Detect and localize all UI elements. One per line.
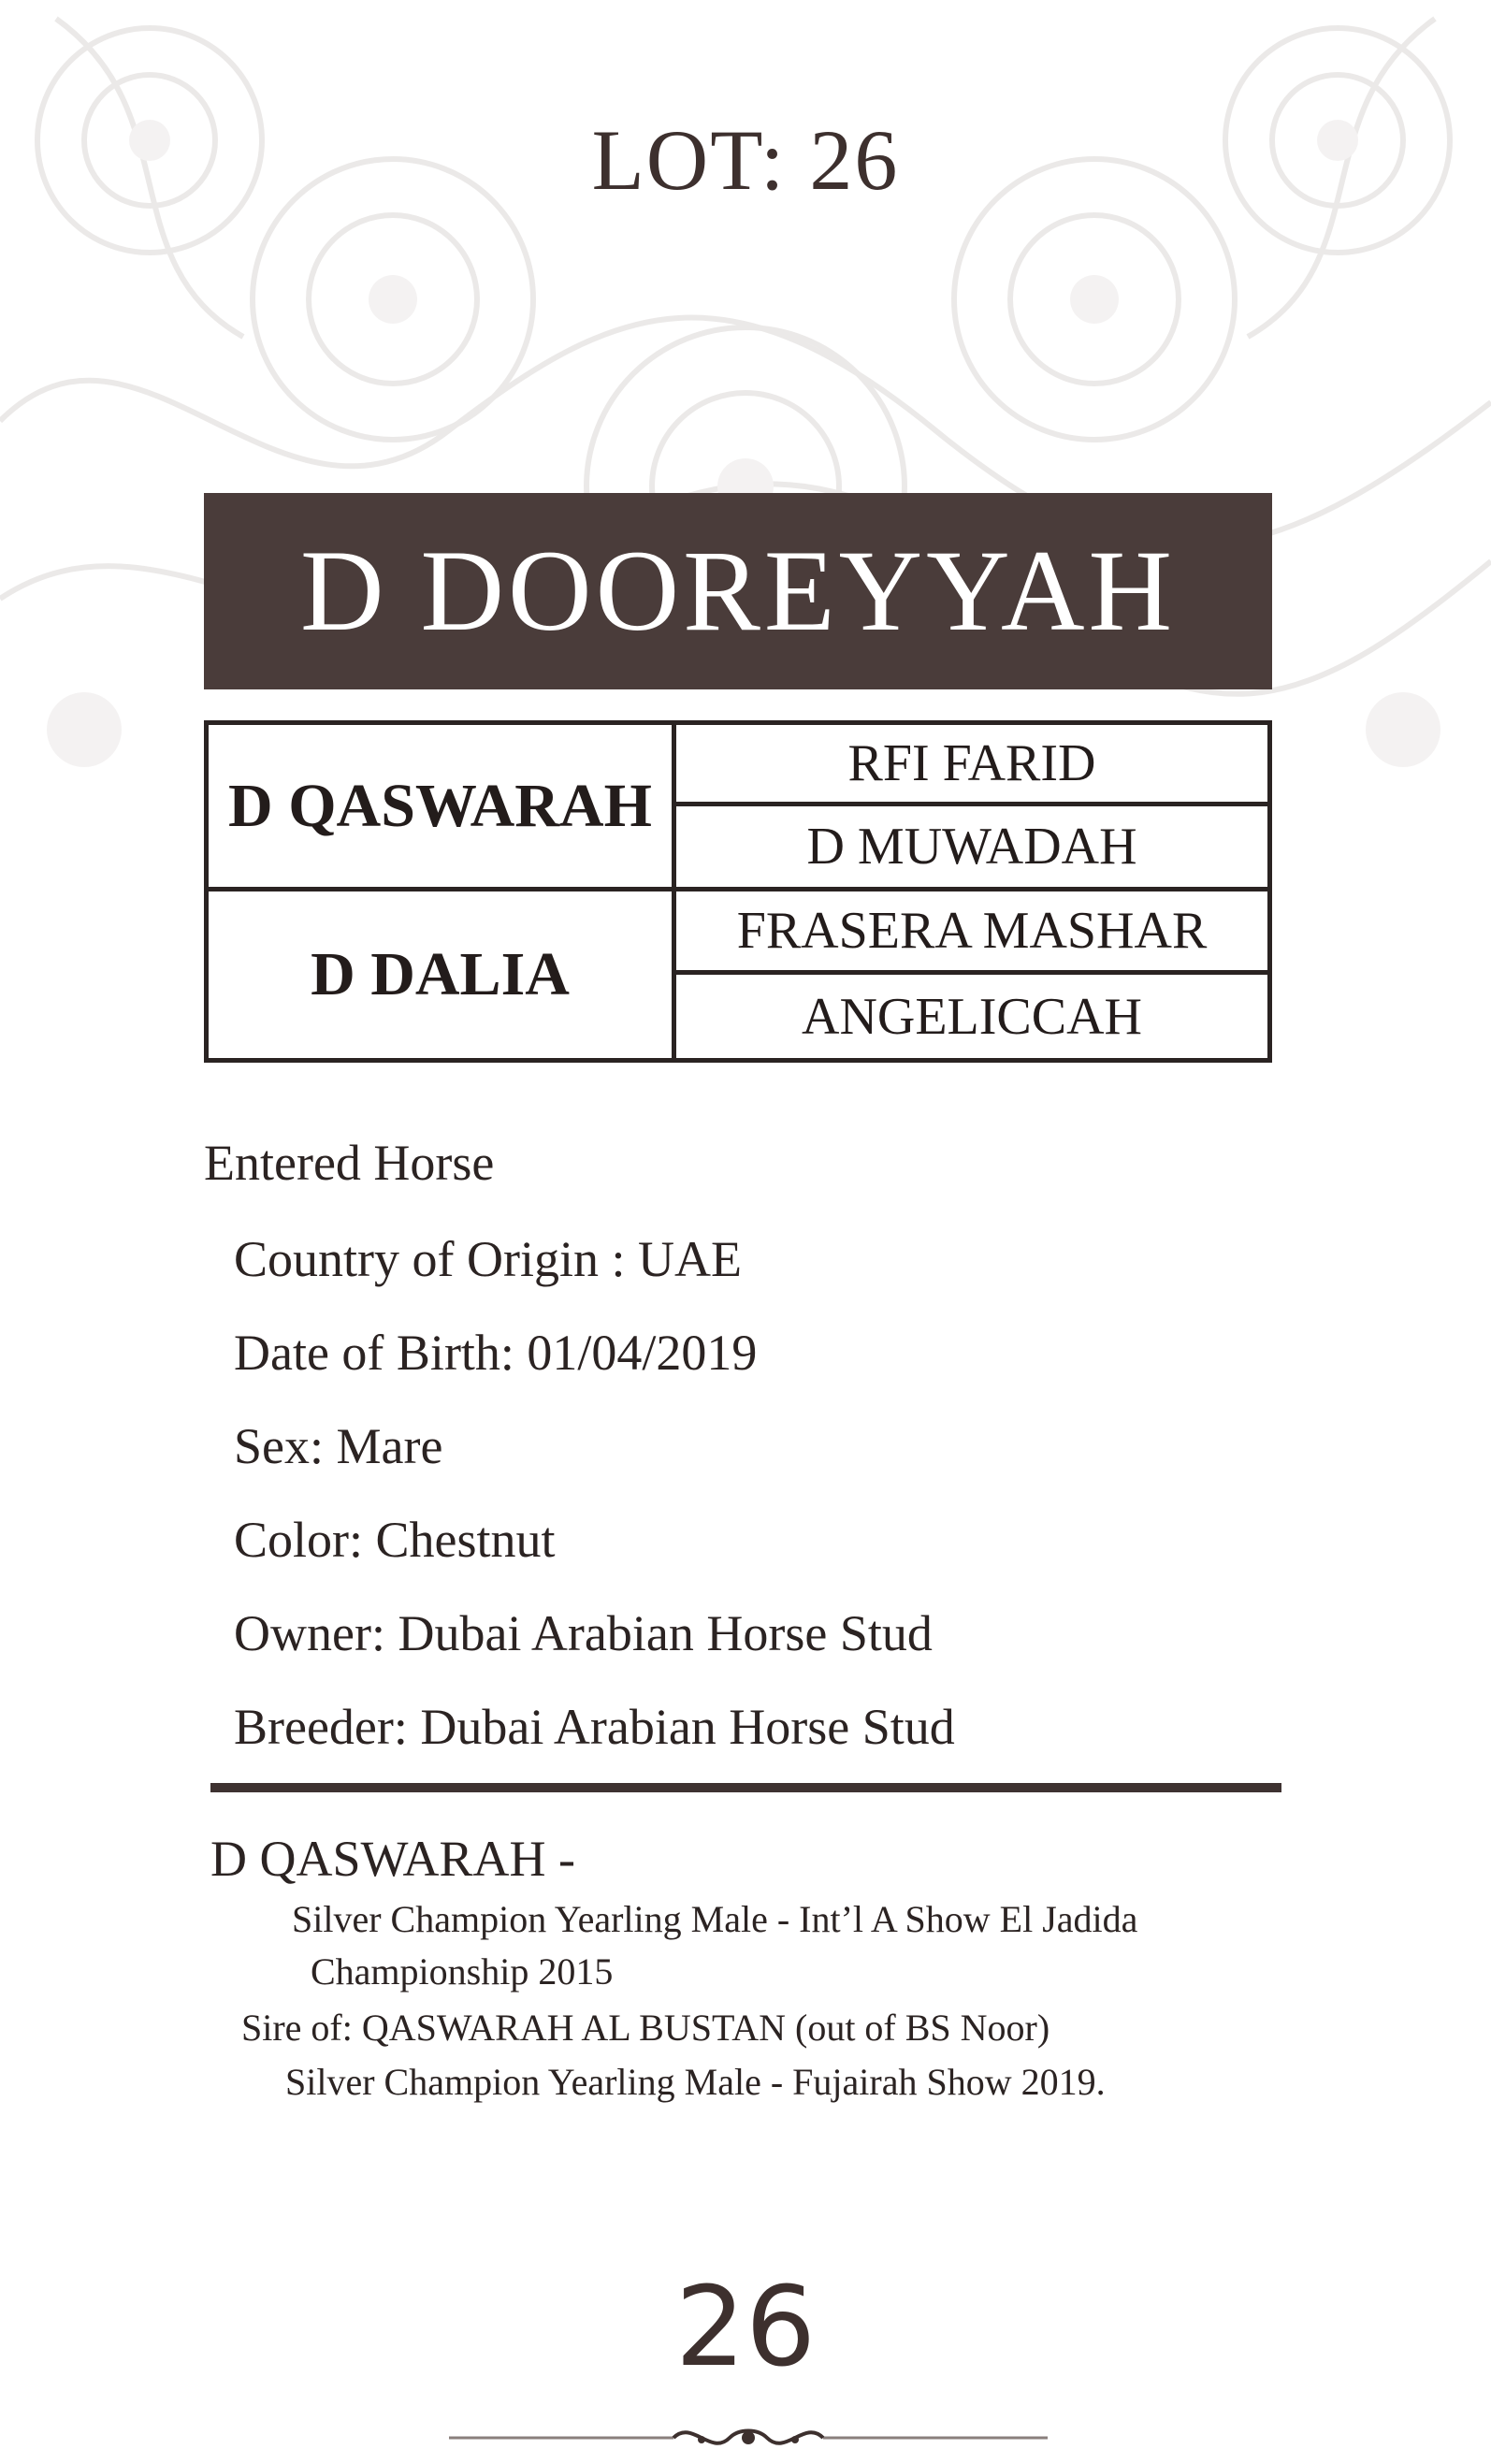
pedigree-sire-parents: [676, 725, 1267, 891]
horse-name-banner: [204, 493, 1272, 689]
detail-color: Color: Chestnut: [234, 1512, 556, 1568]
pedigree-dam: D DALIA: [209, 891, 676, 1058]
horse-name: D DOOREYYAH: [299, 527, 1177, 655]
note-line: Silver Champion Yearling Male - Fujairah Show 2019.: [285, 2061, 1106, 2103]
pedigree-sire-sire: RFI FARID: [676, 725, 1267, 806]
notes-heading: D QASWARAH -: [210, 1831, 575, 1887]
pedigree-dam-dam: ANGELICCAH: [802, 987, 1142, 1046]
lot-title: LOT: 26: [591, 112, 900, 208]
pedigree-sire-dam: D MUWADAH: [806, 817, 1137, 876]
pedigree-dam-parents: [676, 891, 1267, 1058]
horse-details-list: [234, 1222, 955, 1783]
detail-breeder: Breeder: Dubai Arabian Horse Stud: [234, 1699, 955, 1755]
page-number: 26: [674, 2262, 817, 2391]
detail-birth-date: Date of Birth: 01/04/2019: [234, 1325, 758, 1381]
pedigree-table: [204, 720, 1272, 1063]
entered-horse-heading: Entered Horse: [204, 1135, 495, 1191]
detail-owner: Owner: Dubai Arabian Horse Stud: [234, 1605, 933, 1661]
note-line: Sire of: QASWARAH AL BUSTAN (out of BS Noor): [241, 2007, 1050, 2049]
detail-sex: Sex: Mare: [234, 1418, 443, 1474]
detail-country: Country of Origin : UAE: [234, 1231, 742, 1287]
pedigree-dam-sire: FRASERA MASHAR: [676, 891, 1267, 975]
note-line: Championship 2015: [311, 1950, 614, 1993]
flourish-ornament-icon: [449, 2419, 1048, 2457]
section-divider: [210, 1783, 1281, 1792]
note-line: Silver Champion Yearling Male - Int’l A Show El Jadida: [292, 1898, 1138, 1940]
pedigree-sire: D QASWARAH: [209, 725, 676, 891]
